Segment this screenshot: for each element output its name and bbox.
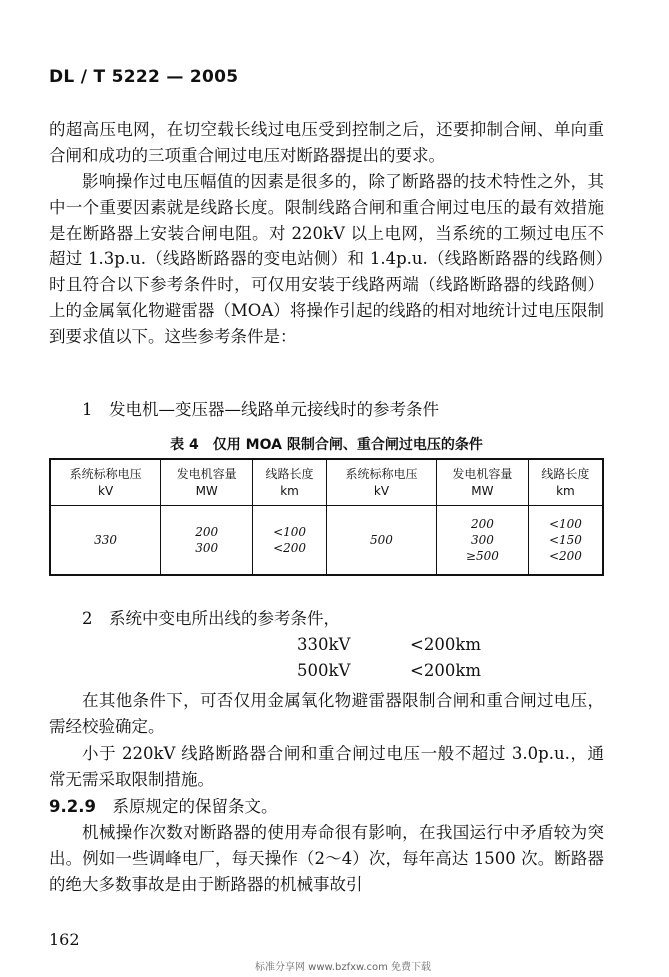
list-item-1: 1 发电机—变压器—线路单元接线时的参考条件	[82, 400, 439, 419]
condition-limit-500: <200km	[410, 661, 481, 680]
list-item-2: 2 系统中变电所出线的参考条件，	[82, 609, 340, 628]
conditions-table	[49, 458, 604, 576]
header-voltage-1: 系统标称电压 kV	[50, 459, 161, 506]
paragraph-4: 小于 220kV 线路断路器合闸和重合闸过电压一般不超过 3.0p.u.，通常无需采取限制措施。	[49, 744, 604, 789]
table-title: 表 4 仅用 MOA 限制合闸、重合闸过电压的条件	[170, 437, 483, 453]
watermark-text: 标准分享网 www.bzfxw.com 免费下载	[255, 962, 431, 973]
condition-voltage-330: 330kV	[297, 635, 351, 654]
section-9-2-9	[49, 794, 604, 820]
cell-capacity-2: 200 300 ≥500	[436, 506, 528, 576]
paragraph-2: 影响操作过电压幅值的因素是很多的，除了断路器的技术特性之外，其中一个重要因素就是线路长度。限制线路合闸和重合闸过电压的最有效措施是在断路器上安装合闸电阻。对 220kV 以上电网，当系统的工频过电压不超过 1.3p.u.（线路断路器的变电站侧）和 1.4p.u.（线路断路器的线路侧）时且符合以下参考条件时，可仅用安装于线路两端（线路断路器的线路侧）上的金属氧化物避雷器（MOA）将操作引起的线路的相对地统计过电压限制到要求值以下。这些参考条件是：	[49, 172, 604, 346]
condition-limit-330: <200km	[410, 635, 481, 654]
paragraph-3: 在其他条件下，可否仅用金属氧化物避雷器限制合闸和重合闸过电压，需经校验确定。	[49, 691, 604, 736]
header-length-1: 线路长度 km	[253, 459, 327, 506]
page-number: 162	[49, 930, 80, 949]
cell-length-2: <100 <150 <200	[528, 506, 603, 576]
header-capacity-1: 发电机容量 MW	[161, 459, 253, 506]
header-length-2: 线路长度 km	[528, 459, 603, 506]
cell-capacity-1: 200 300	[161, 506, 253, 576]
paragraph-1: 的超高压电网，在切空载长线过电压受到控制之后，还要抑制合闸、单向重合闸和成功的三项重合闸过电压对断路器提出的要求。	[49, 120, 604, 165]
table-header-row	[50, 459, 603, 506]
section-number: 9.2.9	[49, 797, 96, 816]
cell-voltage-330: 330	[50, 506, 161, 576]
section-text: 系原规定的保留条文。	[112, 797, 278, 816]
header-capacity-2: 发电机容量 MW	[436, 459, 528, 506]
cell-length-1: <100 <200	[253, 506, 327, 576]
condition-voltage-500: 500kV	[297, 661, 351, 680]
header-voltage-2: 系统标称电压 kV	[326, 459, 436, 506]
table-row	[50, 506, 603, 576]
document-header: DL / T 5222 — 2005	[49, 67, 239, 87]
cell-voltage-500: 500	[326, 506, 436, 576]
paragraph-6: 机械操作次数对断路器的使用寿命很有影响，在我国运行中矛盾较为突出。例如一些调峰电厂，每天操作（2～4）次，每年高达 1500 次。断路器的绝大多数事故是由于断路器的机械事故引	[49, 823, 604, 894]
